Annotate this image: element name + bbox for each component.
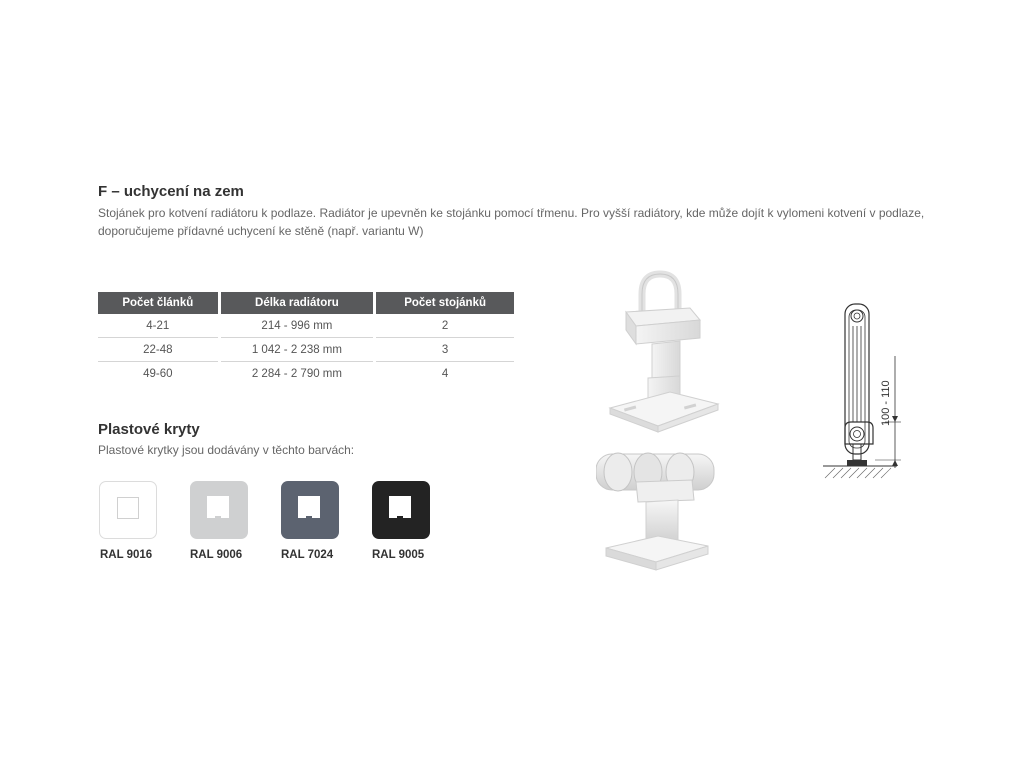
swatch-square-icon <box>117 497 139 519</box>
swatch-ral-9016 <box>99 481 157 539</box>
swatch-ral-9006 <box>190 481 248 539</box>
covers-title: Plastové kryty <box>98 421 200 438</box>
swatch-label: RAL 9006 <box>190 549 243 561</box>
technical-drawing <box>815 296 915 496</box>
table-row <box>98 314 514 338</box>
section-title: F – uchycení na zem <box>98 183 244 200</box>
installed-stand-photo <box>596 450 718 578</box>
table-cell: 2 284 - 2 790 mm <box>219 362 375 386</box>
header-cell: Délka radiátoru <box>219 292 375 314</box>
swatch-ral-9005 <box>372 481 430 539</box>
swatch-slot <box>306 516 312 526</box>
dimension-label: 100 - 110 <box>880 380 892 426</box>
header-cell: Počet stojánků <box>375 292 514 314</box>
spec-table <box>98 292 514 385</box>
floor-stand-photo <box>600 268 725 440</box>
table-row <box>98 338 514 362</box>
table-cell: 22-48 <box>98 338 219 362</box>
swatch-label: RAL 9005 <box>372 549 425 561</box>
table-cell: 2 <box>375 314 514 338</box>
swatch-slot <box>215 516 221 526</box>
swatch-slot <box>397 516 403 526</box>
swatch-label: RAL 7024 <box>281 549 334 561</box>
table-cell: 49-60 <box>143 367 173 380</box>
table-cell: 4 <box>441 367 449 380</box>
swatch-label: RAL 9016 <box>100 549 153 561</box>
table-cell: 4-21 <box>98 314 219 338</box>
section-description: Stojánek pro kotvení radiátoru k podlaze. Radiátor je upevněn ke stojánku pomocí třmenu. Pro vyšší radiátory, kde může dojít k vylomeni kotvení v podlaze, doporučujeme přídavné uchycení ke stěně (např. variantu W) <box>98 206 925 238</box>
table-row <box>98 362 514 386</box>
header-cell: Počet článků <box>98 292 219 314</box>
table-cell: 1 042 - 2 238 mm <box>219 338 375 362</box>
table-cell: 214 - 996 mm <box>219 314 375 338</box>
table-header-row <box>98 292 514 314</box>
swatch-square-icon <box>298 496 320 518</box>
swatch-square-icon <box>207 496 229 518</box>
covers-description: Plastové krytky jsou dodávány v těchto barvách: <box>98 443 355 457</box>
swatch-square-icon <box>389 496 411 518</box>
table-cell: 3 <box>375 338 514 362</box>
swatch-ral-7024 <box>281 481 339 539</box>
